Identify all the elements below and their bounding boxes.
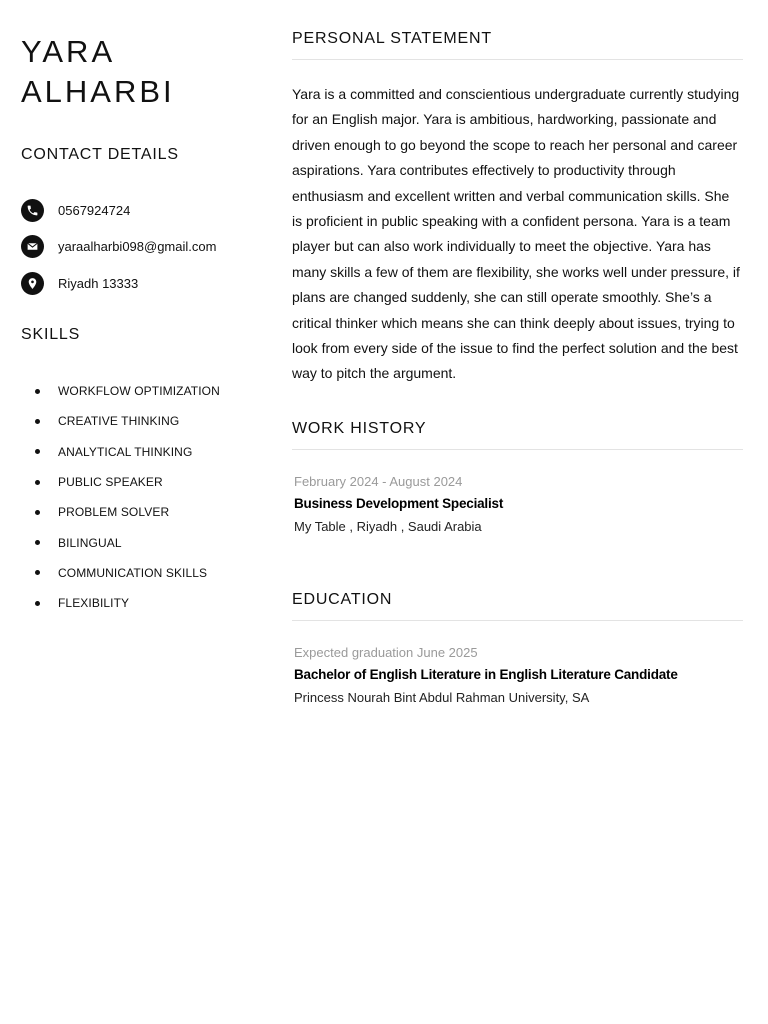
work-organization: My Table , Riyadh , Saudi Arabia: [294, 519, 482, 534]
email-icon: [21, 235, 44, 258]
contact-item-location[interactable]: [21, 271, 216, 295]
bullet-icon: [35, 419, 40, 424]
skill-item: [35, 406, 220, 436]
bullet-icon: [35, 570, 40, 575]
skill-item: [35, 558, 220, 588]
candidate-name: [21, 32, 175, 112]
skill-label: ANALYTICAL THINKING: [58, 444, 193, 459]
contact-details-heading: CONTACT DETAILS: [21, 146, 179, 163]
skill-label: PROBLEM SOLVER: [58, 505, 170, 520]
contact-list: [21, 198, 216, 308]
work-history-heading: WORK HISTORY: [292, 420, 743, 450]
bullet-icon: [35, 510, 40, 515]
bullet-icon: [35, 540, 40, 545]
contact-item-phone[interactable]: [21, 198, 216, 222]
phone-number: 0567924724: [58, 202, 131, 218]
work-date: February 2024 - August 2024: [294, 474, 463, 489]
bullet-icon: [35, 480, 40, 485]
email-address: yaraalharbi098@gmail.com: [58, 239, 217, 254]
skill-label: WORKFLOW OPTIMIZATION: [58, 384, 220, 399]
skill-label: PUBLIC SPEAKER: [58, 475, 163, 490]
skill-item: [35, 527, 220, 557]
bullet-icon: [35, 389, 40, 394]
location-pin-icon: [21, 272, 44, 295]
skill-label: CREATIVE THINKING: [58, 414, 180, 429]
contact-item-email[interactable]: [21, 235, 216, 259]
education-date: Expected graduation June 2025: [294, 645, 478, 660]
education-institution: Princess Nourah Bint Abdul Rahman University, SA: [294, 690, 590, 705]
bullet-icon: [35, 601, 40, 606]
location-text: Riyadh 13333: [58, 275, 139, 291]
work-entry: [294, 472, 743, 538]
skill-label: COMMUNICATION SKILLS: [58, 565, 208, 580]
skill-item: [35, 588, 220, 618]
skill-item: [35, 437, 220, 467]
bullet-icon: [35, 449, 40, 454]
phone-icon: [21, 199, 44, 222]
skill-label: FLEXIBILITY: [58, 596, 130, 611]
last-name: ALHARBI: [21, 74, 175, 109]
first-name: YARA: [21, 34, 116, 69]
skill-item: [35, 497, 220, 527]
education-heading: EDUCATION: [292, 591, 743, 621]
personal-statement-text: Yara is a committed and conscientious undergraduate currently studying for an English major. Yara is ambitious, hardworking, passionate and driven enough to go beyond the scope to reach her personal and career aspirations. Yara contributes effectively to productivity through enthusiasm and excellent written and verbal communication skills. She is proficient in public speaking with a confident persona. Yara is a team player but can also work individually to meet the objective. Yara has many skills a few of them are flexibility, she works well under pressure, if plans are changed suddenly, she can still operate smoothly. She’s a critical thinker which means she can think deeply about issues, trying to look from every side of the issue to find the perfect solution and the best way to pitch the argument.: [292, 86, 740, 382]
education-degree: Bachelor of English Literature in English Literature Candidate: [294, 667, 678, 682]
skill-item: [35, 376, 220, 406]
work-title: Business Development Specialist: [294, 496, 504, 511]
education-entry: [294, 643, 743, 709]
skill-label: BILINGUAL: [58, 535, 122, 550]
personal-statement-heading: PERSONAL STATEMENT: [292, 30, 743, 60]
skills-heading: SKILLS: [21, 326, 81, 343]
skill-item: [35, 467, 220, 497]
skills-list: [35, 376, 220, 618]
